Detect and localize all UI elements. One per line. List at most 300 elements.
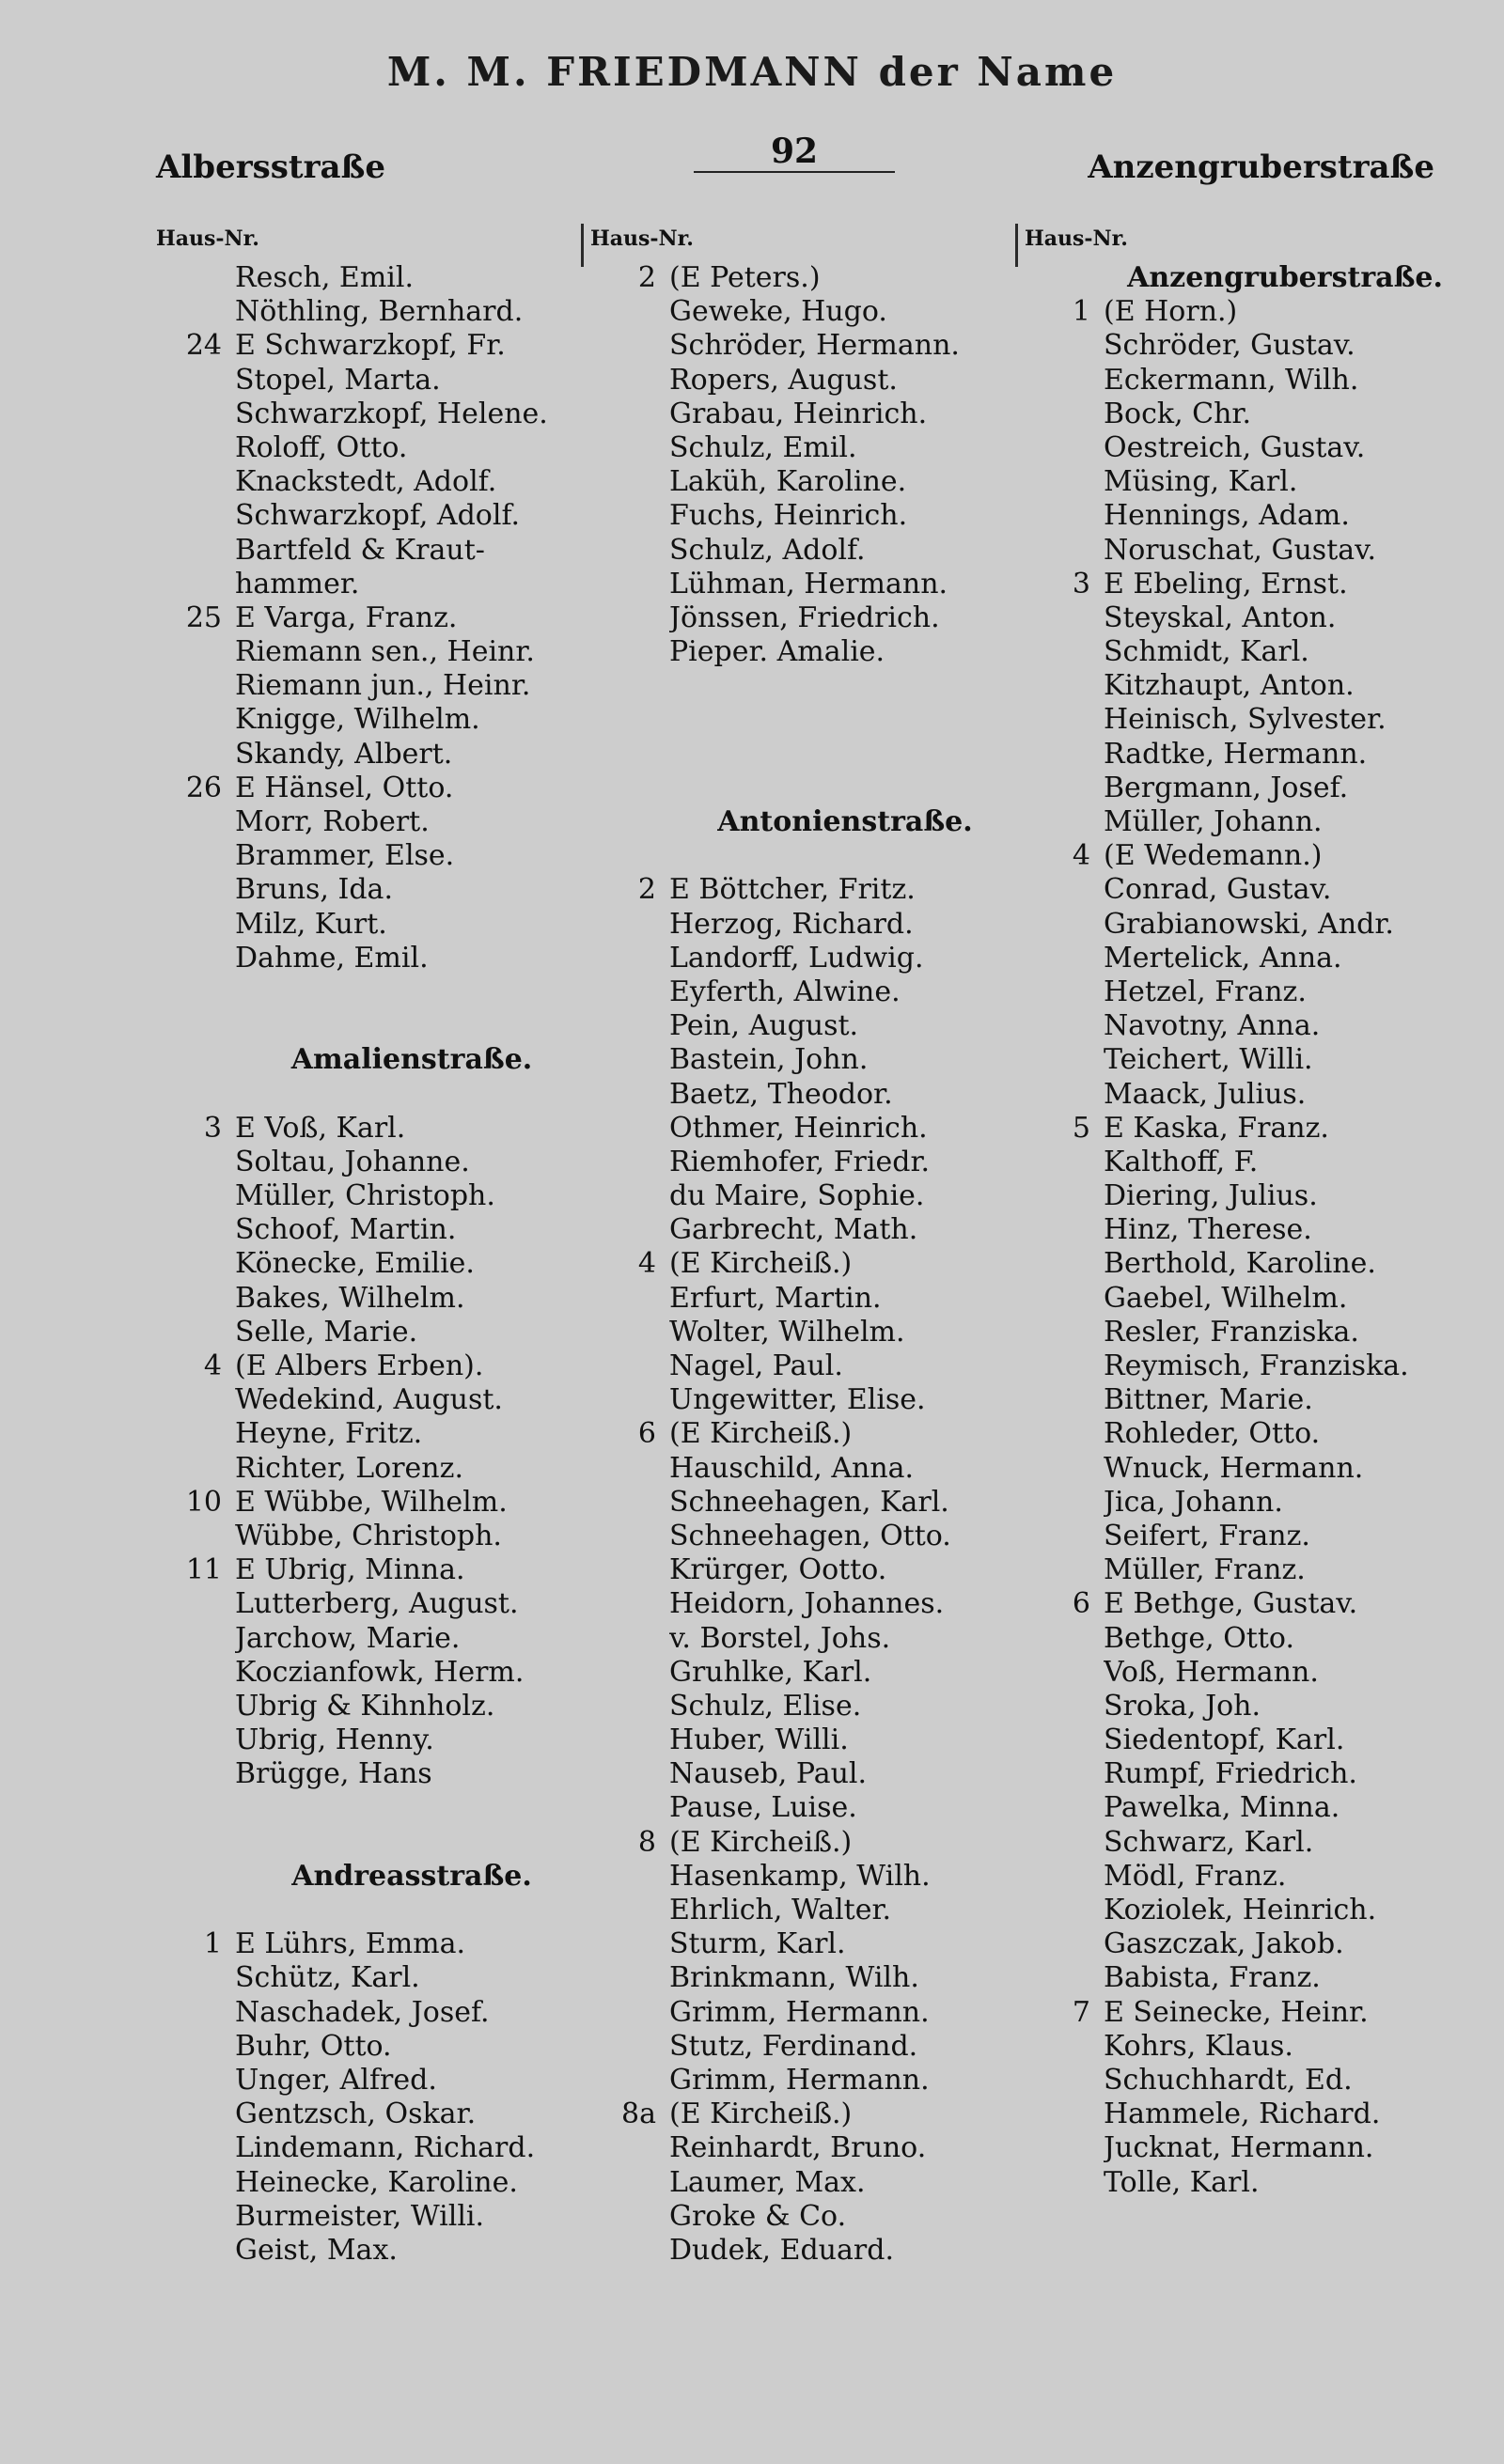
house-number	[1025, 1247, 1104, 1281]
resident-name: Laumer, Max.	[669, 2165, 866, 2199]
resident-name: Teichert, Willi.	[1104, 1043, 1313, 1077]
resident-name: Berthold, Karoline.	[1104, 1247, 1376, 1281]
house-number	[1025, 534, 1104, 568]
resident-entry	[590, 2234, 1021, 2268]
house-number	[590, 908, 669, 942]
resident-name: Babista, Franz.	[1104, 1961, 1321, 1995]
resident-entry	[590, 601, 1021, 635]
resident-name: Brammer, Else.	[235, 839, 455, 873]
resident-entry	[1025, 1452, 1466, 1486]
house-number	[156, 2030, 235, 2064]
resident-name: Knackstedt, Adolf.	[235, 465, 497, 499]
resident-entry	[156, 703, 588, 737]
house-number: 10	[185, 1485, 222, 1519]
resident-entry	[1025, 534, 1466, 568]
resident-name: Schwarzkopf, Adolf.	[235, 499, 521, 533]
blank-line	[590, 703, 1021, 737]
resident-name: Riemhofer, Friedr.	[669, 1145, 931, 1178]
resident-entry	[1025, 1723, 1466, 1757]
resident-name: Grimm, Hermann.	[669, 2063, 930, 2097]
resident-entry	[590, 1486, 1021, 1520]
resident-entry	[590, 1247, 1021, 1281]
running-header-left: Albersstraße	[156, 148, 386, 186]
column-3-entries	[1025, 261, 1466, 2200]
resident-entry	[156, 2064, 588, 2098]
blank-line	[156, 1894, 588, 1927]
resident-name: Nagel, Paul.	[669, 1349, 843, 1382]
resident-entry	[1025, 805, 1466, 839]
resident-entry	[590, 1826, 1021, 1860]
house-number	[156, 908, 235, 942]
resident-entry	[1025, 1656, 1466, 1690]
resident-entry	[1025, 1520, 1466, 1553]
resident-entry	[590, 1791, 1021, 1825]
house-number: 1	[203, 1927, 222, 1961]
column-3	[1025, 222, 1466, 2200]
house-number	[590, 1860, 669, 1894]
house-number	[590, 1656, 669, 1690]
resident-name: Fuchs, Heinrich.	[669, 499, 908, 533]
house-number	[590, 942, 669, 975]
house-number	[1025, 2166, 1104, 2200]
resident-name: Radtke, Hermann.	[1104, 737, 1368, 771]
house-number	[156, 2166, 235, 2200]
resident-name: Nöthling, Bernhard.	[235, 295, 524, 329]
house-number	[1025, 1791, 1104, 1825]
house-number	[156, 431, 235, 465]
resident-entry	[156, 431, 588, 465]
resident-name: Gentzsch, Oskar.	[235, 2098, 477, 2131]
resident-entry	[590, 1078, 1021, 1112]
resident-name: Knigge, Wilhelm.	[235, 703, 480, 737]
house-number	[590, 568, 669, 601]
house-number	[156, 805, 235, 839]
resident-entry	[156, 499, 588, 533]
resident-entry	[590, 1723, 1021, 1757]
resident-name: Gaszczak, Jakob.	[1104, 1927, 1344, 1961]
resident-entry	[590, 1690, 1021, 1723]
house-number: 3	[203, 1111, 222, 1145]
resident-entry	[156, 873, 588, 907]
resident-name: Schneehagen, Otto.	[669, 1519, 951, 1552]
resident-entry	[1025, 2030, 1466, 2064]
house-number: 26	[185, 771, 222, 804]
resident-entry	[1025, 1213, 1466, 1247]
street-heading	[156, 1860, 588, 1894]
resident-entry	[1025, 1587, 1466, 1621]
resident-entry	[590, 465, 1021, 499]
house-number	[1025, 1009, 1104, 1043]
house-number: 24	[185, 329, 222, 363]
resident-entry	[1025, 669, 1466, 703]
resident-entry	[156, 839, 588, 873]
resident-name: Huber, Willi.	[669, 1723, 849, 1757]
resident-entry	[1025, 1791, 1466, 1825]
resident-entry	[590, 1282, 1021, 1316]
resident-name: Grimm, Hermann.	[669, 1995, 930, 2029]
resident-entry	[1025, 2064, 1466, 2098]
resident-name: E Seinecke, Heinr.	[1104, 1995, 1369, 2029]
house-number	[156, 261, 235, 295]
resident-name: Bakes, Wilhelm.	[235, 1281, 465, 1315]
house-number	[590, 1112, 669, 1146]
resident-name: Ungewitter, Elise.	[669, 1383, 926, 1417]
house-number	[590, 499, 669, 533]
resident-name: Schulz, Elise.	[669, 1689, 862, 1723]
resident-entry	[590, 1553, 1021, 1587]
house-number	[156, 295, 235, 329]
house-number	[1025, 1690, 1104, 1723]
resident-name: Lutterberg, August.	[235, 1587, 519, 1621]
resident-entry	[156, 2234, 588, 2268]
house-number	[156, 2064, 235, 2098]
resident-entry	[1025, 329, 1466, 363]
resident-name: Oestreich, Gustav.	[1104, 430, 1366, 464]
resident-entry	[156, 1417, 588, 1451]
resident-name: Bastein, John.	[669, 1043, 869, 1077]
resident-entry	[156, 2131, 588, 2165]
resident-entry	[156, 1996, 588, 2030]
resident-entry	[590, 1043, 1021, 1077]
resident-name: Pieper. Amalie.	[669, 635, 885, 669]
resident-entry	[1025, 2166, 1466, 2200]
hausnr-heading: Haus-Nr.	[1025, 226, 1128, 251]
resident-entry	[590, 1961, 1021, 1995]
house-number	[1025, 975, 1104, 1009]
house-number	[590, 465, 669, 499]
resident-entry	[590, 1112, 1021, 1146]
resident-name: Heidorn, Johannes.	[669, 1587, 945, 1621]
resident-name: Ubrig & Kihnholz.	[235, 1689, 495, 1723]
resident-name: Hauschild, Anna.	[669, 1451, 915, 1485]
house-number	[1025, 1146, 1104, 1179]
house-number	[156, 1520, 235, 1553]
resident-entry	[590, 1316, 1021, 1349]
house-number	[1025, 738, 1104, 772]
resident-name: Könecke, Emilie.	[235, 1247, 475, 1281]
resident-entry	[590, 1656, 1021, 1690]
resident-entry	[590, 1349, 1021, 1383]
resident-entry	[1025, 499, 1466, 533]
resident-entry	[1025, 1486, 1466, 1520]
resident-name: Bartfeld & Kraut-	[235, 533, 485, 567]
resident-entry	[156, 568, 588, 601]
house-number	[156, 1146, 235, 1179]
house-number	[590, 1690, 669, 1723]
resident-name: Hasenkamp, Wilh.	[669, 1859, 931, 1893]
resident-entry	[1025, 1927, 1466, 1961]
resident-entry	[590, 1996, 1021, 2030]
resident-entry	[1025, 2098, 1466, 2131]
resident-entry	[1025, 1860, 1466, 1894]
resident-name: E Schwarzkopf, Fr.	[235, 329, 506, 363]
resident-entry	[590, 1383, 1021, 1417]
resident-name: Wnuck, Hermann.	[1104, 1451, 1364, 1485]
resident-name: Schröder, Hermann.	[669, 329, 960, 363]
resident-name: Eckermann, Wilh.	[1104, 363, 1359, 397]
house-number	[1025, 1282, 1104, 1316]
resident-name: Mertelick, Anna.	[1104, 941, 1342, 975]
resident-name: Erfurt, Martin.	[669, 1281, 882, 1315]
house-number	[1025, 908, 1104, 942]
house-number	[156, 2131, 235, 2165]
resident-entry	[156, 1961, 588, 1995]
house-number	[156, 2098, 235, 2131]
resident-name: Gruhlke, Karl.	[669, 1655, 872, 1689]
house-number	[1025, 1043, 1104, 1077]
resident-name: Koziolek, Heinrich.	[1104, 1894, 1377, 1926]
resident-name: Gaebel, Wilhelm.	[1104, 1281, 1348, 1315]
street-heading	[590, 805, 1021, 839]
resident-entry	[156, 364, 588, 398]
resident-entry	[590, 2030, 1021, 2064]
house-number	[590, 1383, 669, 1417]
resident-name: Schwarz, Karl.	[1104, 1825, 1314, 1859]
house-number	[156, 873, 235, 907]
house-number	[1025, 669, 1104, 703]
resident-name: Schröder, Gustav.	[1104, 329, 1355, 363]
house-number	[1025, 1213, 1104, 1247]
resident-name: Schuchhardt, Ed.	[1104, 2063, 1353, 2097]
house-number	[1025, 1520, 1104, 1553]
house-number	[1025, 703, 1104, 737]
resident-name: Hinz, Therese.	[1104, 1213, 1312, 1247]
resident-name: Ehrlich, Walter.	[669, 1894, 892, 1926]
house-number	[1025, 942, 1104, 975]
house-number	[590, 1961, 669, 1995]
resident-name: Stopel, Marta.	[235, 363, 441, 397]
house-number	[156, 2200, 235, 2234]
resident-name: Rumpf, Friedrich.	[1104, 1757, 1357, 1791]
house-number	[1025, 1927, 1104, 1961]
resident-name: hammer.	[235, 567, 360, 600]
house-number	[590, 1587, 669, 1621]
resident-entry	[156, 1486, 588, 1520]
resident-name: Heinisch, Sylvester.	[1104, 703, 1386, 737]
house-number	[1025, 364, 1104, 398]
house-number	[156, 1316, 235, 1349]
resident-entry	[1025, 1247, 1466, 1281]
house-number	[156, 669, 235, 703]
street-heading	[1025, 261, 1466, 295]
resident-name: du Maire, Sophie.	[669, 1179, 925, 1213]
resident-entry	[1025, 942, 1466, 975]
resident-entry	[590, 431, 1021, 465]
house-number	[590, 975, 669, 1009]
resident-entry	[1025, 465, 1466, 499]
resident-name: Jarchow, Marie.	[235, 1621, 461, 1655]
resident-name: Selle, Marie.	[235, 1315, 418, 1349]
resident-entry	[590, 1757, 1021, 1791]
resident-name: Riemann sen., Heinr.	[235, 635, 535, 669]
resident-entry	[156, 772, 588, 805]
resident-name: Hetzel, Franz.	[1104, 975, 1307, 1008]
resident-name: Diering, Julius.	[1104, 1179, 1318, 1213]
resident-name: Resch, Emil.	[235, 261, 415, 294]
house-number	[156, 1622, 235, 1656]
house-number	[1025, 601, 1104, 635]
resident-entry	[1025, 1622, 1466, 1656]
resident-name: Heinecke, Karoline.	[235, 2165, 518, 2199]
resident-entry	[156, 2200, 588, 2234]
house-number	[590, 2200, 669, 2234]
house-number	[1025, 1349, 1104, 1383]
blank-line	[156, 1791, 588, 1825]
house-number	[1025, 1860, 1104, 1894]
resident-name: Reymisch, Franziska.	[1104, 1349, 1409, 1382]
resident-entry	[590, 1179, 1021, 1213]
house-number	[590, 1553, 669, 1587]
house-number	[590, 2131, 669, 2165]
resident-name: Sturm, Karl.	[669, 1927, 846, 1961]
resident-entry	[156, 908, 588, 942]
house-number	[1025, 1656, 1104, 1690]
resident-name: Roloff, Otto.	[235, 430, 408, 464]
house-number	[156, 1179, 235, 1213]
house-number	[1025, 2098, 1104, 2131]
house-number	[156, 499, 235, 533]
resident-entry	[590, 2098, 1021, 2131]
house-number	[1025, 1179, 1104, 1213]
resident-entry	[1025, 703, 1466, 737]
resident-name: Jucknat, Hermann.	[1104, 2131, 1374, 2165]
resident-name: Brügge, Hans	[235, 1757, 432, 1791]
house-number	[590, 1043, 669, 1077]
resident-name: Tolle, Karl.	[1104, 2165, 1260, 2199]
house-number	[156, 1996, 235, 2030]
house-number	[590, 1723, 669, 1757]
house-number	[156, 364, 235, 398]
house-number: 4	[1072, 839, 1090, 873]
resident-name: Dahme, Emil.	[235, 941, 429, 975]
hausnr-heading: Haus-Nr.	[156, 226, 259, 251]
resident-entry	[1025, 1961, 1466, 1995]
house-number	[1025, 2030, 1104, 2064]
resident-entry	[1025, 2131, 1466, 2165]
resident-name: (E Albers Erben).	[235, 1349, 484, 1382]
resident-name: Schneehagen, Karl.	[669, 1485, 949, 1519]
resident-name: Pein, August.	[669, 1009, 859, 1043]
resident-name: Siedentopf, Karl.	[1104, 1723, 1345, 1757]
house-number: 4	[637, 1247, 656, 1281]
resident-entry	[590, 908, 1021, 942]
resident-name: Koczianfowk, Herm.	[235, 1655, 525, 1689]
resident-name: Schulz, Emil.	[669, 430, 857, 464]
resident-entry	[156, 1622, 588, 1656]
resident-name: Pawelka, Minna.	[1104, 1791, 1340, 1825]
house-number	[590, 1009, 669, 1043]
house-number	[156, 1417, 235, 1451]
column-1	[156, 222, 588, 2268]
resident-entry	[156, 1213, 588, 1247]
resident-name: E Wübbe, Wilhelm.	[235, 1485, 508, 1519]
resident-name: Grabianowski, Andr.	[1104, 907, 1394, 941]
resident-name: Stutz, Ferdinand.	[669, 2029, 918, 2063]
house-number	[156, 1961, 235, 1995]
resident-name: Skandy, Albert.	[235, 737, 453, 771]
resident-entry	[590, 295, 1021, 329]
house-number	[156, 2234, 235, 2268]
resident-name: Herzog, Richard.	[669, 907, 914, 941]
resident-name: Krürger, Ootto.	[669, 1553, 887, 1587]
house-number	[1025, 1486, 1104, 1520]
house-number	[156, 635, 235, 669]
resident-name: Lühman, Hermann.	[669, 567, 948, 600]
resident-entry	[156, 1349, 588, 1383]
house-number	[1025, 1894, 1104, 1927]
house-number	[590, 1179, 669, 1213]
resident-name: Müller, Johann.	[1104, 805, 1323, 838]
street-name: Antonienstraße.	[717, 805, 973, 838]
resident-entry	[590, 975, 1021, 1009]
house-number: 8	[637, 1825, 656, 1859]
resident-entry	[1025, 1043, 1466, 1077]
resident-name: Bittner, Marie.	[1104, 1383, 1313, 1417]
resident-entry	[1025, 839, 1466, 873]
house-number	[1025, 1316, 1104, 1349]
resident-entry	[156, 1587, 588, 1621]
resident-name: Bruns, Ida.	[235, 873, 393, 907]
house-number	[590, 2030, 669, 2064]
house-number	[1025, 1723, 1104, 1757]
resident-name: Milz, Kurt.	[235, 907, 387, 941]
resident-name: Laküh, Karoline.	[669, 465, 907, 499]
house-number	[590, 1213, 669, 1247]
resident-name: Steyskal, Anton.	[1104, 600, 1337, 634]
resident-entry	[1025, 1349, 1466, 1383]
resident-entry	[156, 1553, 588, 1587]
resident-entry	[156, 295, 588, 329]
resident-name: Müller, Christoph.	[235, 1179, 495, 1213]
house-number	[156, 1247, 235, 1281]
resident-entry	[1025, 1282, 1466, 1316]
street-name: Anzengruberstraße.	[1127, 261, 1443, 294]
resident-name: Reinhardt, Bruno.	[669, 2131, 927, 2165]
resident-name: E Voß, Karl.	[235, 1111, 406, 1145]
house-number	[590, 601, 669, 635]
resident-name: Dudek, Eduard.	[669, 2233, 894, 2267]
blank-line	[156, 1009, 588, 1043]
resident-name: Lindemann, Richard.	[235, 2131, 536, 2165]
resident-name: Geist, Max.	[235, 2233, 398, 2267]
house-number	[156, 1690, 235, 1723]
resident-name: (E Wedemann.)	[1104, 839, 1323, 873]
resident-entry	[590, 1860, 1021, 1894]
resident-entry	[1025, 1146, 1466, 1179]
house-number	[1025, 1452, 1104, 1486]
house-number	[156, 568, 235, 601]
resident-name: E Kaska, Franz.	[1104, 1111, 1329, 1145]
house-number	[156, 1213, 235, 1247]
resident-entry	[156, 1723, 588, 1757]
resident-entry	[590, 1417, 1021, 1451]
resident-name: Pause, Luise.	[669, 1791, 857, 1825]
resident-entry	[156, 329, 588, 363]
resident-entry	[590, 1622, 1021, 1656]
house-number	[1025, 398, 1104, 431]
house-number	[156, 738, 235, 772]
resident-entry	[590, 1587, 1021, 1621]
resident-entry	[1025, 431, 1466, 465]
house-number	[156, 839, 235, 873]
house-number	[1025, 2064, 1104, 2098]
house-number	[156, 1757, 235, 1791]
resident-name: Bergmann, Josef.	[1104, 771, 1349, 804]
house-number	[1025, 1826, 1104, 1860]
resident-name: Bock, Chr.	[1104, 397, 1252, 430]
resident-entry	[156, 635, 588, 669]
resident-name: (E Peters.)	[669, 261, 821, 294]
